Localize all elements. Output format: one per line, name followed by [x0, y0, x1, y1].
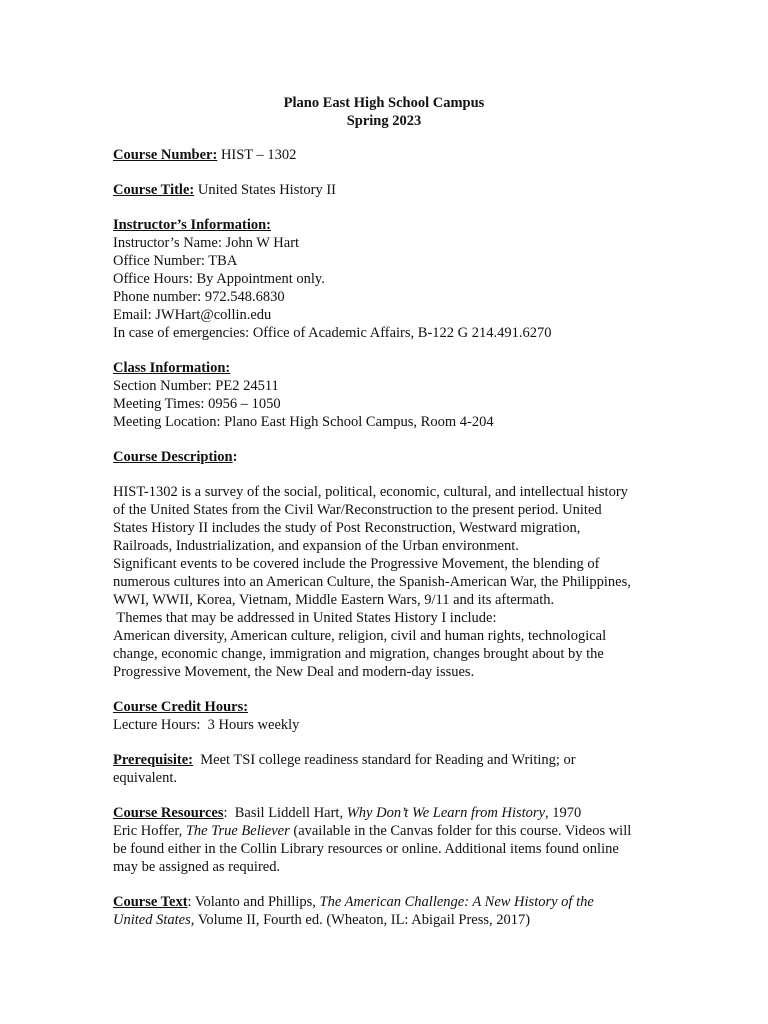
- meeting-times: Meeting Times: 0956 – 1050: [113, 396, 281, 412]
- prerequisite-text: Meet TSI college readiness standard for Reading and Writing; or: [193, 752, 576, 768]
- description-line: Themes that may be addressed in United States History I include:: [113, 610, 497, 626]
- description-line: HIST-1302 is a survey of the social, political, economic, cultural, and intellectual history: [113, 484, 628, 500]
- course-description-heading: [113, 448, 658, 466]
- description-line: Significant events to be covered include the Progressive Movement, the blending of: [113, 556, 600, 572]
- office-number: Office Number: TBA: [113, 253, 238, 269]
- course-resources: [113, 804, 658, 822]
- document-header: [0, 94, 768, 130]
- course-description-colon: :: [232, 449, 238, 465]
- course-text-label: Course Text: [113, 894, 188, 910]
- instructor-heading: Instructor’s Information:: [113, 217, 271, 233]
- description-line: Progressive Movement, the New Deal and modern-day issues.: [113, 664, 475, 680]
- email: Email: JWHart@collin.edu: [113, 307, 272, 323]
- lecture-hours: Lecture Hours: 3 Hours weekly: [113, 717, 300, 733]
- course-title: [113, 181, 658, 199]
- course-number: [113, 146, 658, 164]
- resources-text: Eric Hoffer,: [113, 823, 186, 839]
- course-title-label: Course Title:: [113, 182, 195, 198]
- course-number-value: HIST – 1302: [217, 147, 297, 163]
- resource-book-title: The True Believer: [185, 823, 290, 839]
- course-resources-label: Course Resources: [113, 805, 224, 821]
- meeting-location: Meeting Location: Plano East High School Campus, Room 4-204: [113, 414, 494, 430]
- resource-book-title: Why Don’t We Learn from History: [346, 805, 546, 821]
- description-line: of the United States from the Civil War/Reconstruction to the present period. United: [113, 502, 602, 518]
- phone-number: Phone number: 972.548.6830: [113, 289, 285, 305]
- course-number-label: Course Number:: [113, 147, 218, 163]
- resources-line: be found either in the Collin Library resources or online. Additional items found online: [113, 841, 619, 857]
- course-text-value: : Volanto and Phillips,: [187, 894, 320, 910]
- class-info-heading: Class Information:: [113, 360, 231, 376]
- emergency-contact: In case of emergencies: Office of Academic Affairs, B-122 G 214.491.6270: [113, 325, 552, 341]
- section-number: Section Number: PE2 24511: [113, 378, 279, 394]
- textbook-title: United States,: [113, 912, 195, 928]
- description-line: States History II includes the study of Post Reconstruction, Westward migration,: [113, 520, 581, 536]
- credit-hours-heading: Course Credit Hours:: [113, 699, 249, 715]
- semester: Spring 2023: [346, 113, 422, 129]
- resources-text: , 1970: [545, 805, 582, 821]
- office-hours: Office Hours: By Appointment only.: [113, 271, 325, 287]
- description-line: WWI, WWII, Korea, Vietnam, Middle Eastern Wars, 9/11 and its aftermath.: [113, 592, 555, 608]
- description-line: Railroads, Industrialization, and expansion of the Urban environment.: [113, 538, 519, 554]
- resources-text: (available in the Canvas folder for this course. Videos will: [289, 823, 632, 839]
- course-description-label: Course Description: [113, 449, 233, 465]
- course-title-value: United States History II: [194, 182, 336, 198]
- course-text-line: [113, 911, 658, 929]
- resources-line: may be assigned as required.: [113, 859, 281, 875]
- resources-line: [113, 822, 658, 840]
- instructor-name: Instructor’s Name: John W Hart: [113, 235, 300, 251]
- resources-text: : Basil Liddell Hart,: [223, 805, 347, 821]
- course-text-value: Volume II, Fourth ed. (Wheaton, IL: Abigail Press, 2017): [194, 912, 531, 928]
- prerequisite-label: Prerequisite:: [113, 752, 193, 768]
- description-line: change, economic change, immigration and migration, changes brought about by the: [113, 646, 604, 662]
- campus-name: Plano East High School Campus: [283, 95, 485, 111]
- description-line: numerous cultures into an American Culture, the Spanish-American War, the Philippines,: [113, 574, 631, 590]
- course-text: [113, 893, 658, 911]
- description-line: American diversity, American culture, religion, civil and human rights, technological: [113, 628, 607, 644]
- textbook-title: The American Challenge: A New History of the: [319, 894, 594, 910]
- prerequisite-text-cont: equivalent.: [113, 770, 178, 786]
- prerequisite: [113, 751, 658, 769]
- syllabus-body: [113, 146, 658, 929]
